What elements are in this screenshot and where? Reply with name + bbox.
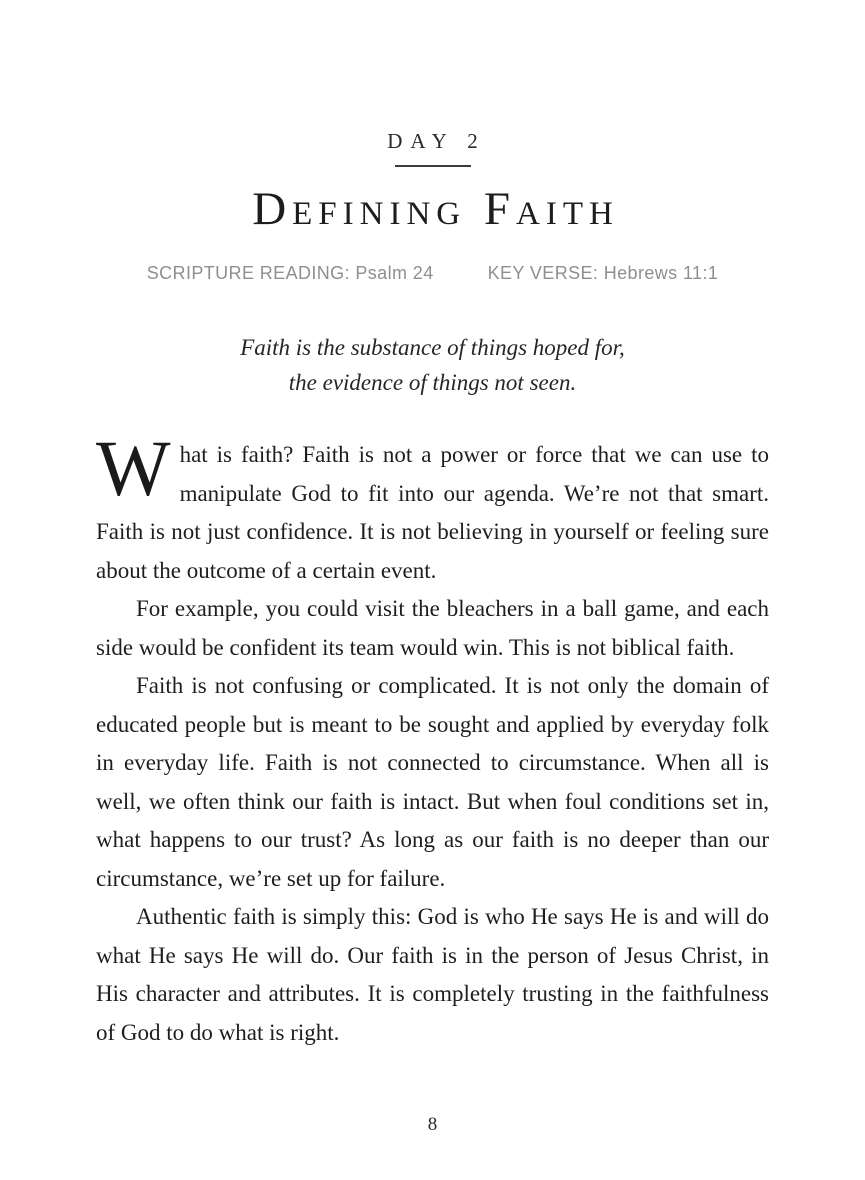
body-text <box>96 426 769 1052</box>
body-paragraph: For example, you could visit the bleachers in a ball game, and each side would be confident its team would win. This is not biblical faith. <box>96 596 769 660</box>
page-header <box>0 0 865 235</box>
scripture-line <box>0 263 865 284</box>
body-paragraph <box>96 426 769 590</box>
epigraph-line-2: the evidence of things not seen. <box>288 370 577 395</box>
scripture-reading-label: SCRIPTURE READING: Psalm 24 <box>146 263 434 283</box>
day-label: DAY 2 <box>387 129 486 153</box>
body-paragraph: Authentic faith is simply this: God is who He says He is and will do what He says He will do. Our faith is in the person of Jesus Christ, in His character and attributes. It is completely trusting in the faithfulness of God to do what is right. <box>96 904 769 1045</box>
key-verse-label: KEY VERSE: Hebrews 11:1 <box>487 263 719 283</box>
body-paragraph-text: hat is faith? Faith is not a power or force that we can use to manipulate God to fit into our agenda. We’re not that smart. Faith is not just confidence. It is not believing in yourself or feeling sure about the outcome of a certain event. <box>96 442 769 583</box>
epigraph-line-1: Faith is the substance of things hoped for, <box>240 335 625 360</box>
epigraph <box>0 330 865 400</box>
day-rule-divider <box>395 165 471 167</box>
drop-cap: W <box>96 426 171 513</box>
page-number: 8 <box>427 1114 438 1135</box>
body-paragraph: Faith is not confusing or complicated. It is not only the domain of educated people but is meant to be sought and applied by everyday folk in everyday life. Faith is not connected to circumstance. When all is well, we often think our faith is intact. But when foul conditions set in, what happens to our trust? As long as our faith is no deeper than our circumstance, we’re set up for failure. <box>96 673 769 891</box>
page-title: Defining Faith <box>252 183 619 235</box>
